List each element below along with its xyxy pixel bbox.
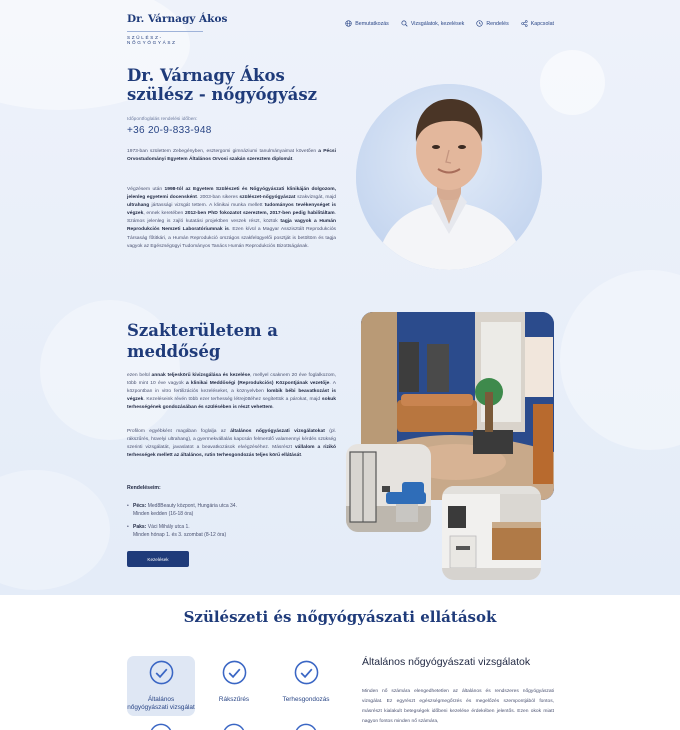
checkmark-circle-icon[interactable] bbox=[149, 723, 173, 730]
background-blob bbox=[560, 270, 680, 450]
logo-tagline: SZÜLÉSZ-NŐGYÓGYÁSZ bbox=[127, 31, 203, 45]
share-icon bbox=[521, 20, 528, 27]
service-tab-rakszures[interactable] bbox=[200, 660, 268, 704]
nav-label: Vizsgálatok, kezelések bbox=[410, 20, 465, 27]
clinic-photo-office bbox=[442, 486, 541, 580]
service-label: Általános nőgyógyászati vizsgálat bbox=[127, 696, 195, 711]
main-nav bbox=[345, 20, 554, 27]
location-pecs: • Pécs: Med8Beauty központ, Hungária utca 34. Minden kedden (16-18 óra) bbox=[127, 503, 237, 517]
service-detail-text: Minden nő számára elengedhetetlen az általános és rendszeres nőgyógyászati vizsgálat. Ez egyrészt egészségmegőrzés és megelőzés szempontjából fontos, másrészt kialakult betegségek időbeni kezelése érdekében jelentős. Ezen okok miatt nagyon fontos minden nő számára, bbox=[362, 689, 554, 724]
service-label: Terhesgondozás bbox=[282, 696, 330, 703]
checkmark-circle-icon[interactable] bbox=[222, 723, 246, 730]
checkmark-circle-icon[interactable] bbox=[294, 723, 318, 730]
checkmark-circle-icon bbox=[294, 660, 319, 685]
location-paks: • Paks: Váci Mihály utca 1. Minden hónap 1. és 3. szombat (8-12 óra) bbox=[127, 524, 227, 538]
nav-label: Kapcsolat bbox=[530, 20, 554, 27]
office-illustration bbox=[442, 486, 541, 580]
checkmark-circle-icon bbox=[222, 660, 247, 685]
services-section bbox=[0, 595, 680, 730]
exam-room-illustration bbox=[346, 444, 431, 532]
doctor-portrait bbox=[356, 84, 542, 270]
phone-number-link[interactable]: +36 20-9-833-948 bbox=[127, 125, 212, 136]
site-logo[interactable] bbox=[127, 13, 227, 45]
clinic-photo-exam-room bbox=[346, 444, 431, 532]
nav-item-rendeles[interactable] bbox=[476, 20, 508, 27]
nav-item-kapcsolat[interactable] bbox=[521, 20, 554, 27]
phone-label: Időpontfoglalás rendelési időben: bbox=[127, 117, 198, 122]
service-tab-terhesgondozas[interactable] bbox=[272, 660, 340, 704]
treatments-button[interactable]: Kezelések bbox=[127, 551, 189, 567]
services-heading: Szülészeti és nőgyógyászati ellátások bbox=[183, 608, 497, 626]
background-blob bbox=[540, 50, 605, 115]
office-hours-title: Rendeléseim: bbox=[127, 485, 161, 491]
nav-label: Rendelés bbox=[486, 20, 509, 27]
search-icon bbox=[401, 20, 408, 27]
bio-paragraph-1: 1973-ban születtem Zebegényben, esztergomi gimnáziumi tanulmányaimat követően a Pécsi Orvostudományi Egyetem Általános Orvosi szakán szereztem diplomát. bbox=[127, 149, 336, 163]
nav-label: Bemutatkozás bbox=[355, 20, 389, 27]
specialty-heading: Szakterületem a meddőség bbox=[127, 321, 278, 361]
service-tab-altalanos[interactable] bbox=[127, 656, 195, 716]
background-blob bbox=[0, 470, 110, 590]
clock-icon bbox=[476, 20, 483, 27]
service-label: Rákszűrés bbox=[218, 696, 250, 703]
globe-icon bbox=[345, 20, 352, 27]
bio-paragraph-2: Végzésem után 1998-tól az Egyetem Szülészeti és Nőgyógyászati klinikáján dolgozom, jelenleg egyetemi docensként. 2003-ban sikeres szülészet-nőgyógyászat szakvizsgát, majd ultrahang jártassági vizsgát tettem. A klinikai munka mellett tudományos tevékenységet is végzek, ennek keretében 2012-ben PhD fokozatot szereztem, 2017-ben pedig habilitáltam. Számos jelenleg is zajló kutatási projektben veszek részt, köztük tagja vagyok a Humán Reprodukciós Nemzeti Laboratóriumnak is. Ezen kívül a Magyar Asszisztált Reprodukciós Társaság főtitkári, a Humán Reprodukció országos szakfelügyelői posztját is betöltöm és tagja vagyok az Egészségügyi Tudományos Tanács Humán Reprodukciós Bizottságának. bbox=[127, 187, 336, 249]
checkmark-circle-icon bbox=[149, 660, 174, 685]
page-title: Dr. Várnagy Ákos szülész - nőgyógyász bbox=[127, 66, 318, 104]
portrait-illustration bbox=[356, 84, 542, 270]
specialty-paragraph-1: ezen belül annak teljeskörű kivizsgálása és kezelése, mellyel csaknem 20 éve foglalkozom, több mint 10 éve vagyok a klinikai Meddőségi (Reprodukciós) Központjának vezetője. A központban in vitro fertilizációs kezeléseket, a köznyelvben lombik bébi beavatkozást is végzek. Kezeléseink révén több ezer terhesség létrejöttéhez segítettük a párokat, majd sokuk terhességének gondozásában és szülésében is részt vehettem. bbox=[127, 373, 336, 411]
service-detail-title: Általános nőgyógyászati vizsgálatok bbox=[362, 656, 531, 668]
nav-item-bemutatkozas[interactable] bbox=[345, 20, 389, 27]
logo-name: Dr. Várnagy Ákos bbox=[127, 13, 228, 25]
specialty-paragraph-2: Profilom egyébként magában foglalja az általános nőgyógyászati vizsgálatokat (pl. rákszűrés, hüvelyi ultrahang), a gyermekvállalás kapcsán felmerülő valamennyi kérdés szükség szerinti vizsgálatát, javaslatot a beavatkozások elvégzéséhez. Másrészt vállalom a rizikó terhességek mellett az általános, rutin terhesgondozás teljes körű ellátását. bbox=[127, 429, 336, 459]
nav-item-vizsgalatok[interactable] bbox=[401, 20, 465, 27]
